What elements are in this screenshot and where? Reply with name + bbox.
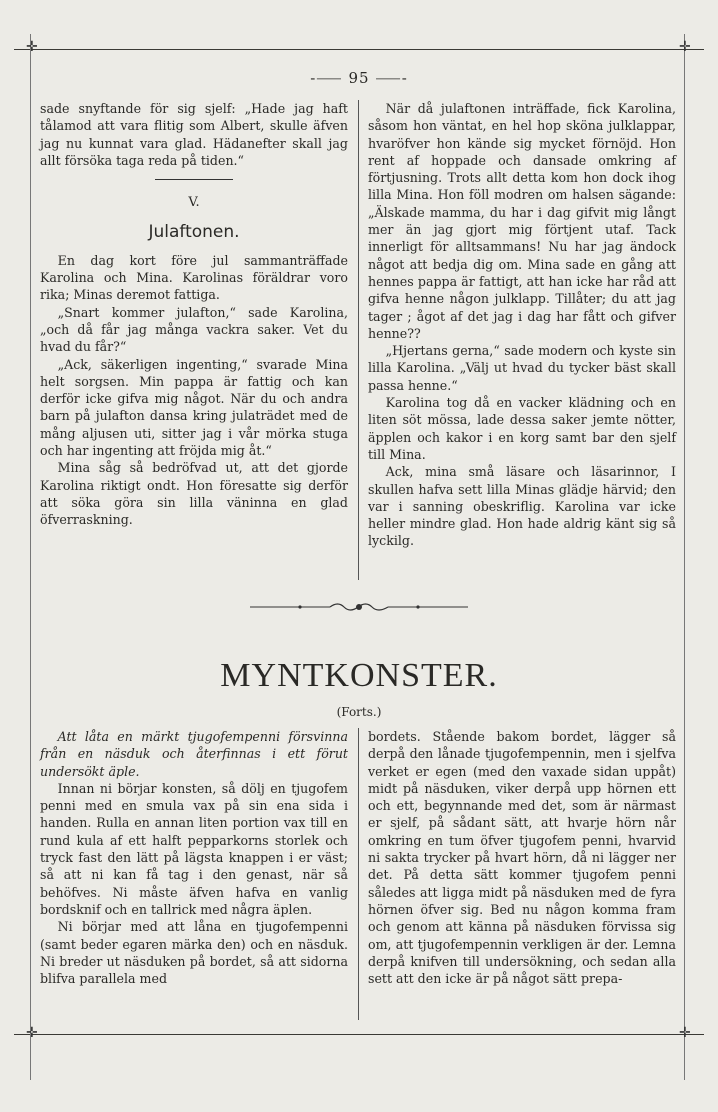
lower-left-column [40, 728, 348, 987]
page-number [0, 67, 718, 88]
paragraph: bordets. Stående bakom bordet, lägger så derpå den lånade tjugofempennin, men i sjelfva verket er egen (med den vaxade sidan uppåt) midt på näsduken, viker derpå upp hörnen ett och ett, begynnande med det, som är närmast er sjelf, på sådant sätt, att hvarje hörn når omkring en tum öfver tjugofem penni, hvarvid ni sakta trycker på hvart hörn, då ni lägger ner det. På detta sätt kommer tjugofem penni således att ligga midt på näsduken med de fyra hörnen öfver sig. Bed nu någon komma fram och genom att känna på näsduken förvissa sig om, att tjugofempennin verkligen är der. Lemna derpå knifven till undersökning, och sedan alla sett att den icke är på något sätt prepa- [368, 729, 676, 987]
page-number-ornament-left: -⸺ [310, 69, 343, 87]
paragraph: Innan ni börjar konsten, så dölj en tjugofem penni med en smula vax på sin ena sida i handen. Rulla en annan liten portion vax till en rund kula af ett halft pepparkorns storlek och tryck fast den lätt på lägsta knappen i er väst; så att ni kan få tag i den genast, när så behöfves. Ni måste äfven hafva en vanlig bordsknif och en tallrick med några äplen. [40, 780, 348, 917]
upper-right-column [368, 100, 676, 550]
article-title: MYNTKONSTER. [220, 657, 498, 694]
continued-note: (Forts.) [336, 705, 382, 719]
paragraph: „Ack, säkerligen ingenting,“ svarade Mina helt sorgsen. Min pappa är fattig och kan derför icke gifva mig något. När du och andra barn på julafton dansa kring julaträdet med de mång aljusen uti, sitter jag i vår mörka stuga och har ingenting att fröjda mig åt.“ [40, 356, 348, 459]
paragraph: Ni börjar med att låna en tjugofempenni (samt beder egaren märka den) och en näsduk. Ni breder ut näsduken på bordet, så att sidorna blifva parallela med [40, 919, 348, 987]
bottom-frame-line [14, 1034, 704, 1035]
upper-left-column [40, 100, 348, 529]
lower-right-column [368, 728, 676, 987]
chapter-title: Julaftonen. [148, 222, 240, 243]
crop-mark-bottom-right: ✛ [679, 1025, 691, 1041]
top-frame-line [14, 49, 704, 50]
crop-mark-bottom-left: ✛ [26, 1025, 38, 1041]
section-rule [155, 179, 233, 180]
paragraph: Karolina tog då en vacker klädning och en liten söt mössa, lade dessa saker jemte nötter, äpplen och kakor i en korg samt bar den sjelf till Mina. [368, 395, 676, 462]
crop-mark-top-right: ✛ [679, 39, 691, 55]
paragraph: Mina såg så bedröfvad ut, att det gjorde Karolina riktigt ondt. Hon föresatte sig derför att söka göra sin lilla väninna en glad öfverraskning. [40, 460, 348, 528]
paragraph: „Snart kommer julafton,“ sade Karolina, „och då får jag många vackra saker. Vet du hvad du får?“ [40, 304, 348, 355]
section-number: V. [188, 195, 200, 211]
right-crop-line [684, 34, 685, 1080]
ornamental-divider [250, 600, 468, 614]
paragraph: sade snyftande för sig sjelf: „Hade jag haft tålamod att vara flitig som Albert, skulle äfven jag nu kunnat vara glad. Hädanefter skall jag allt försöka taga reda på tiden.“ [40, 101, 348, 168]
lower-column-divider [358, 728, 359, 1020]
page-number-value: 95 [348, 69, 370, 87]
crop-mark-top-left: ✛ [26, 39, 38, 55]
paragraph: När då julaftonen inträffade, fick Karolina, såsom hon väntat, en hel hop sköna julklappar, hvaröfver hon kände sig mycket förnöjd. Hon rent af hoppade och dansade omkring af förtjusning. Trots allt detta kom hon dock ihog lilla Mina. Hon föll modren om halsen sägande: „Älskade mamma, du har i dag gifvit mig långt mer än jag gjort mig förtjent utaf. Tack innerligt för alltsammans! Nu har jag ändock något att bedja dig om. Mina sade en gång att hennes pappa är fattigt, att han icke har råd att gifva henne någon julklapp. Tillåter; du att jag tager ; ågot af det jag i dag har fått och gifver henne?? [368, 101, 676, 341]
upper-column-divider [358, 100, 359, 580]
paragraph: Ack, mina små läsare och läsarinnor, I skullen hafva sett lilla Minas glädje härvid; den var i sanning obeskriflig. Karolina var icke heller mindre glad. Hon hade aldrig känt sig så lyckilg. [368, 464, 676, 549]
paragraph: En dag kort före jul sammanträffade Karolina och Mina. Karolinas föräldrar voro rika; Minas deremot fattiga. [40, 252, 348, 303]
left-crop-line [30, 34, 31, 1080]
paragraph: „Hjertans gerna,“ sade modern och kyste sin lilla Karolina. „Välj ut hvad du tycker bäst skall passa henne.“ [368, 343, 676, 393]
page-number-ornament-right: ⸺- [375, 69, 408, 87]
italic-intro: Att låta en märkt tjugofempenni försvinna från en näsduk och återfinnas i ett förut undersökt äple. [40, 729, 348, 779]
